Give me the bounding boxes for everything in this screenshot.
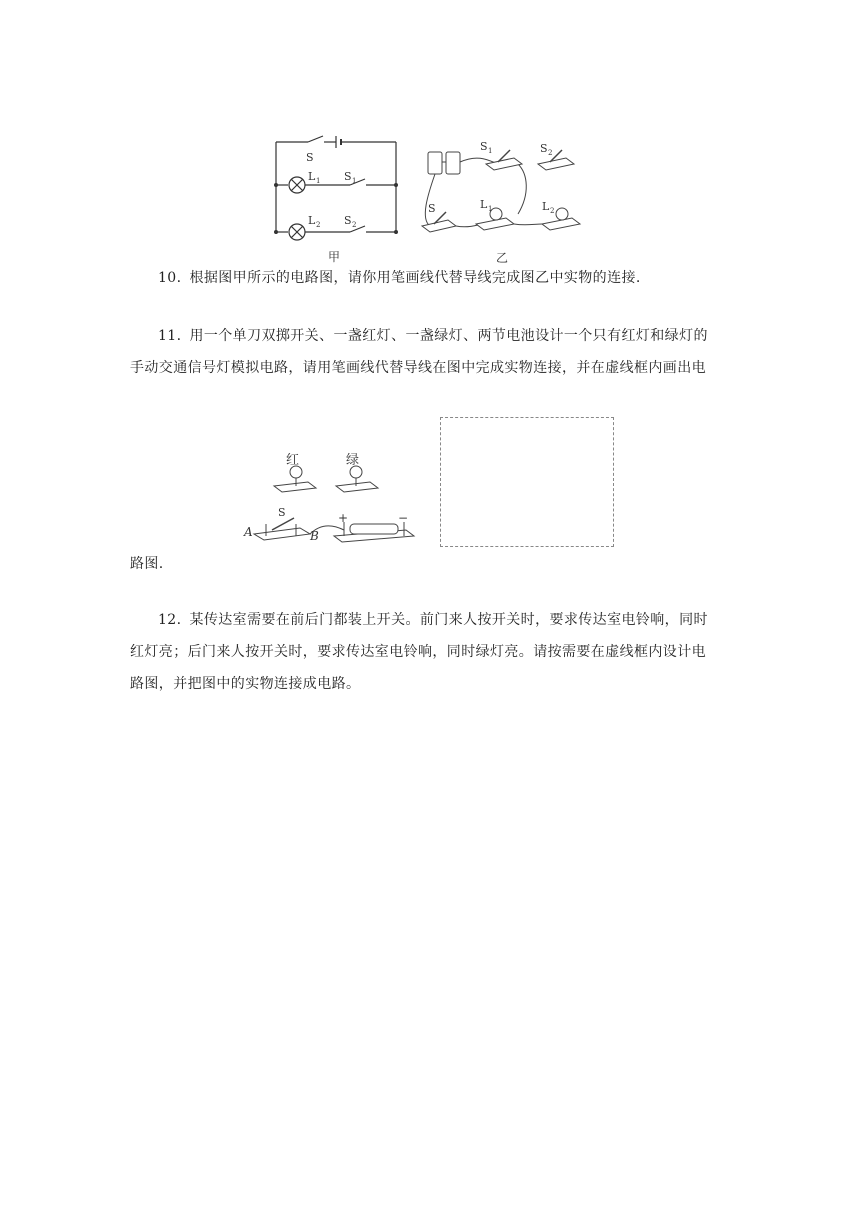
- battery-cell-1: [428, 152, 442, 174]
- question-11-continuation: [130, 548, 740, 580]
- battery-plus-label: +: [338, 511, 349, 525]
- figure-2-components: [240, 444, 420, 548]
- red-lamp-label: 红: [286, 453, 300, 468]
- physical-caption: 乙: [496, 251, 509, 265]
- svg-text:1: 1: [352, 177, 357, 185]
- schematic-label-s2: S: [344, 214, 352, 227]
- question-12-number: 12.: [158, 612, 182, 628]
- schematic-label-s1: S: [344, 170, 352, 183]
- schematic-label-s: S: [306, 151, 314, 164]
- question-11: [130, 320, 740, 384]
- figure-1-schematic: [268, 130, 408, 265]
- physical-label-s1: S: [480, 140, 488, 153]
- svg-text:2: 2: [548, 149, 553, 157]
- question-12-line-2: 红灯亮；后门来人按开关时，要求传达室电铃响，同时绿灯亮。请按需要在虚线框内设计电: [130, 644, 706, 660]
- schematic-label-l1: L: [308, 170, 316, 183]
- green-lamp-label: 绿: [346, 453, 360, 468]
- physical-label-s: S: [428, 202, 436, 215]
- svg-text:1: 1: [316, 177, 321, 185]
- svg-text:1: 1: [488, 205, 493, 213]
- question-11-line-2: 手动交通信号灯模拟电路，请用笔画线代替导线在图中完成实物连接，并在虚线框内画出电: [130, 360, 706, 376]
- drawing-box[interactable]: [440, 417, 614, 547]
- svg-text:1: 1: [488, 147, 493, 155]
- question-12-line-1: 某传达室需要在前后门都装上开关。前门来人按开关时，要求传达室电铃响，同时: [189, 612, 708, 628]
- switch-label: S: [278, 506, 286, 519]
- physical-label-l1: L: [480, 198, 488, 211]
- question-10: [130, 262, 740, 294]
- figure-1-physical: [418, 134, 594, 265]
- svg-text:2: 2: [550, 207, 555, 215]
- question-12: [130, 604, 740, 700]
- schematic-label-l2: L: [308, 214, 316, 227]
- terminal-a-label: A: [244, 525, 253, 539]
- question-11-number: 11.: [158, 328, 182, 344]
- question-10-text: 根据图甲所示的电路图，请你用笔画线代替导线完成图乙中实物的连接.: [189, 270, 641, 286]
- question-11-line-1: 用一个单刀双掷开关、一盏红灯、一盏绿灯、两节电池设计一个只有红灯和绿灯的: [189, 328, 708, 344]
- question-12-line-3: 路图，并把图中的实物连接成电路。: [130, 676, 361, 692]
- physical-label-l2: L: [542, 200, 550, 213]
- question-11-line-3: 路图.: [130, 556, 164, 572]
- terminal-b-label: B: [310, 529, 319, 543]
- battery-cell-2: [446, 152, 460, 174]
- physical-label-s2: S: [540, 142, 548, 155]
- question-10-number: 10.: [158, 270, 182, 286]
- svg-text:2: 2: [316, 221, 321, 229]
- battery-cell: [350, 524, 398, 534]
- svg-text:2: 2: [352, 221, 357, 229]
- schematic-caption: 甲: [328, 250, 341, 264]
- battery-minus-label: −: [398, 511, 409, 525]
